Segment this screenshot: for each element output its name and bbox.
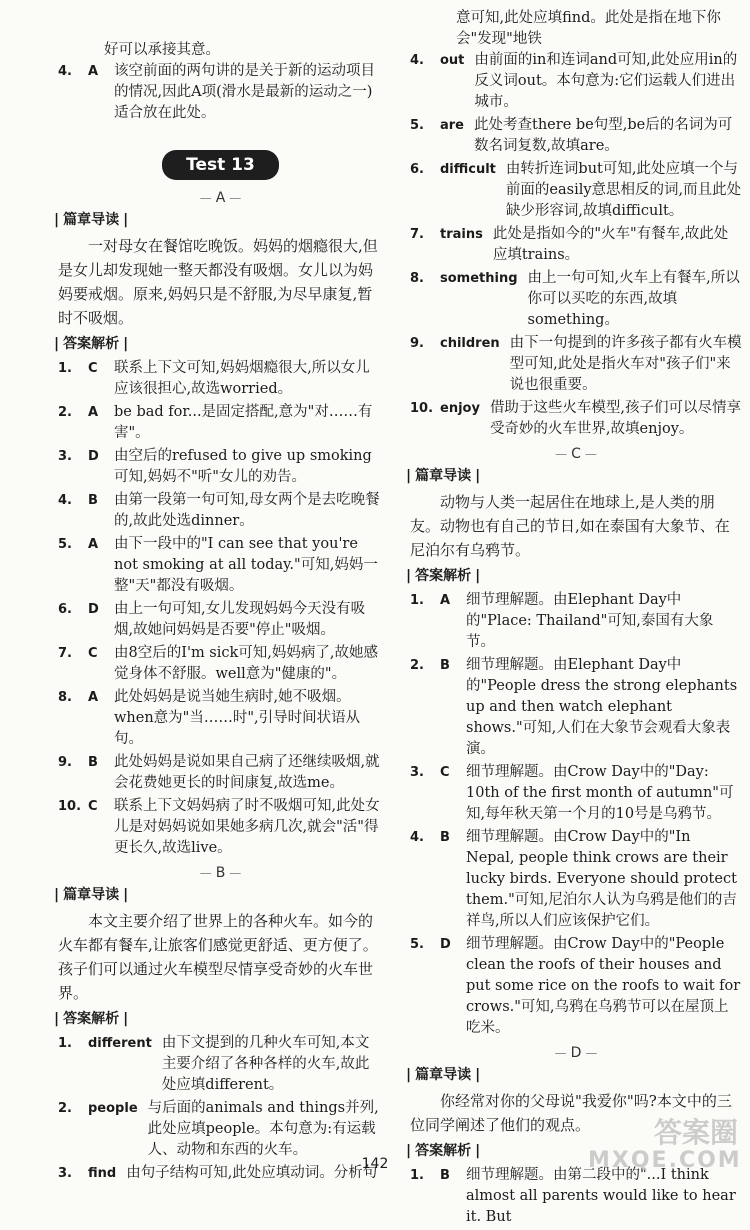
item-number: 7. xyxy=(410,227,424,242)
answer-item xyxy=(58,599,383,641)
answer-item xyxy=(58,61,383,124)
item-number: 4. xyxy=(58,64,72,79)
item-answer: D xyxy=(88,602,99,617)
item-number: 6. xyxy=(410,162,424,177)
answer-item xyxy=(58,643,383,685)
item-number: 10. xyxy=(410,401,434,416)
section-d-letter: — D — xyxy=(410,1045,742,1061)
page-number: 142 xyxy=(361,1156,389,1172)
section-c-guide-head: | 篇章导读 | xyxy=(406,466,742,486)
item-answer: B xyxy=(440,1168,450,1183)
item-answer: D xyxy=(88,449,99,464)
item-explanation: 由下一段中的"I can see that you're not smoking at all today."可知,妈妈一整"天"都没有吸烟。 xyxy=(114,536,378,594)
section-b-guide-head: | 篇章导读 | xyxy=(54,885,383,905)
item-number: 2. xyxy=(58,405,72,420)
section-c-letter: — C — xyxy=(410,446,742,462)
item-explanation: 细节理解题。由Crow Day中的"Day: 10th of the first month of autumn"可知,每年秋天第一个月的10号是乌鸦节。 xyxy=(466,764,734,822)
answer-item xyxy=(410,934,742,1039)
item-explanation: 细节理解题。由Crow Day中的"In Nepal, people think crows are their lucky birds. Everyone should protect them."可知,尼泊尔人认为乌鸦是他们的吉祥鸟,所以人们应该保护它们。 xyxy=(466,829,737,929)
item-number: 7. xyxy=(58,646,72,661)
item-explanation: 联系上下文妈妈病了时不吸烟可知,此处女儿是对妈妈说如果她多病几次,就会"活"得更长久,故选live。 xyxy=(114,798,380,856)
right-column xyxy=(410,8,742,1230)
answer-item xyxy=(58,490,383,532)
watermark-line1: 答案圈 xyxy=(653,1116,738,1149)
continuation-text: 意可知,此处应填find。此处是指在地下你会"发现"地铁 xyxy=(456,10,721,47)
answer-item xyxy=(410,159,742,222)
section-c-answer-head: | 答案解析 | xyxy=(406,566,742,586)
item-answer: A xyxy=(88,64,99,79)
answer-item xyxy=(410,590,742,653)
test-title-badge: Test 13 xyxy=(162,150,279,180)
answer-item xyxy=(58,1098,383,1161)
item-answer: A xyxy=(440,593,451,608)
answer-item xyxy=(410,115,742,157)
item-number: 8. xyxy=(410,271,424,286)
item-number: 10. xyxy=(58,799,82,814)
watermark-line2: MXQE.COM xyxy=(588,1148,742,1173)
section-a-guide-text: 一对母女在餐馆吃晚饭。妈妈的烟瘾很大,但是女儿却发现她一整天都没有吸烟。女儿以为妈妈要戒烟。原来,妈妈只是不舒服,为尽早康复,暂时不吸烟。 xyxy=(58,237,378,327)
item-explanation: 由第一段第一句可知,母女两个是去吃晚餐的,故此处选dinner。 xyxy=(114,492,380,529)
item-answer: B xyxy=(88,493,98,508)
item-number: 5. xyxy=(58,537,72,552)
item-explanation: 借助于这些火车模型,孩子们可以尽情享受奇妙的火车世界,故填enjoy。 xyxy=(489,400,742,437)
item-number: 8. xyxy=(58,690,72,705)
item-explanation: 联系上下文可知,妈妈烟瘾很大,所以女儿应该很担心,故选worried。 xyxy=(114,360,370,397)
item-explanation: 由下文提到的几种火车可知,本文主要介绍了各种各样的火车,故此处应填different。 xyxy=(161,1035,370,1093)
answer-item xyxy=(410,50,742,113)
answer-item xyxy=(410,827,742,932)
answer-item xyxy=(410,333,742,396)
item-answer: different xyxy=(88,1036,152,1051)
item-number: 2. xyxy=(58,1101,72,1116)
answer-item xyxy=(58,687,383,750)
item-explanation: 由转折连词but可知,此处应填一个与前面的easily意思相反的词,而且此处缺少形容词,故填difficult。 xyxy=(505,161,742,219)
section-b-letter: — B — xyxy=(58,865,383,881)
answer-item xyxy=(410,762,742,825)
item-answer: A xyxy=(88,690,99,705)
section-b-answer-list-continued xyxy=(410,50,742,440)
section-a-answer-head: | 答案解析 | xyxy=(54,334,383,354)
continuation-text: 好可以承接其意。 xyxy=(104,42,220,58)
item-explanation: 由空后的refused to give up smoking可知,妈妈不"听"女儿的劝告。 xyxy=(114,448,372,485)
item-explanation: 细节理解题。由Crow Day中的"People clean the roofs of their houses and put some rice on the roofs to wait for crows."可知,乌鸦在乌鸦节可以在屋顶上吃米。 xyxy=(466,936,741,1036)
item-answer: enjoy xyxy=(440,401,480,416)
item-number: 1. xyxy=(58,1036,72,1051)
item-number: 3. xyxy=(410,765,424,780)
item-number: 3. xyxy=(58,449,72,464)
section-c-guide-text: 动物与人类一起居住在地球上,是人类的朋友。动物也有自己的节日,如在泰国有大象节、在尼泊尔有乌鸦节。 xyxy=(410,493,730,559)
item-number: 2. xyxy=(410,658,424,673)
item-answer: B xyxy=(440,658,450,673)
item-explanation: 细节理解题。由Elephant Day中的"People dress the strong elephants up and then watch elephant shows."可知,人们在大象节会观看大象表演。 xyxy=(466,657,738,757)
left-column xyxy=(58,40,383,1186)
answer-item xyxy=(410,655,742,760)
item-explanation: be bad for...是固定搭配,意为"对……有害"。 xyxy=(114,404,373,441)
answer-item xyxy=(58,796,383,859)
item-answer: children xyxy=(440,336,500,351)
item-answer: C xyxy=(88,799,98,814)
section-c-answer-list xyxy=(410,590,742,1039)
item-number: 3. xyxy=(58,1166,72,1181)
item-explanation: 此处考查there be句型,be后的名词为可数名词复数,故填are。 xyxy=(474,117,733,154)
item-answer: are xyxy=(440,118,465,133)
item-explanation: 此处妈妈是说当她生病时,她不吸烟。when意为"当……时",引导时间状语从句。 xyxy=(114,689,361,747)
item-answer: C xyxy=(440,765,450,780)
item-explanation: 由前面的in和连词and可知,此处应用in的反义词out。本句意为:它们运载人们进出城市。 xyxy=(474,52,738,110)
item-explanation: 细节理解题。由Elephant Day中的"Place: Thailand"可知,泰国有大象节。 xyxy=(466,592,714,650)
item-answer: people xyxy=(88,1101,138,1116)
item-number: 1. xyxy=(410,1168,424,1183)
item-answer: out xyxy=(440,53,465,68)
answer-item xyxy=(58,534,383,597)
answer-item xyxy=(410,224,742,266)
item-number: 4. xyxy=(410,53,424,68)
item-number: 1. xyxy=(58,361,72,376)
item-explanation: 此处妈妈是说如果自己病了还继续吸烟,就会花费她更长的时间康复,故选me。 xyxy=(114,754,380,791)
item-answer: B xyxy=(88,755,98,770)
item-answer: A xyxy=(88,405,99,420)
item-answer: C xyxy=(88,646,98,661)
item-explanation: 此处是指如今的"火车"有餐车,故此处应填trains。 xyxy=(492,226,729,263)
item-number: 6. xyxy=(58,602,72,617)
item-answer: C xyxy=(88,361,98,376)
item-number: 1. xyxy=(410,593,424,608)
section-d-answer-head: | 答案解析 | xyxy=(406,1141,742,1161)
item-explanation: 细节理解题。由第二段中的"...I think almost all parents would like to hear it. But xyxy=(466,1167,736,1225)
item-answer: find xyxy=(88,1166,117,1181)
answer-item xyxy=(58,446,383,488)
item-explanation: 由句子结构可知,此处应填动词。分析句 xyxy=(126,1165,378,1181)
section-a-letter: — A — xyxy=(58,190,383,206)
answer-item xyxy=(58,752,383,794)
answer-item xyxy=(410,268,742,331)
watermark-logo xyxy=(588,1116,742,1180)
item-answer: something xyxy=(440,271,518,286)
section-a-guide-head: | 篇章导读 | xyxy=(54,210,383,230)
section-d-guide-head: | 篇章导读 | xyxy=(406,1065,742,1085)
item-explanation: 与后面的animals and things并列,此处应填people。本句意为:有运载人、动物和东西的火车。 xyxy=(147,1100,379,1158)
item-number: 4. xyxy=(58,493,72,508)
item-explanation: 由8空后的I'm sick可知,妈妈病了,故她感觉身体不舒服。well意为"健康的"。 xyxy=(114,645,379,682)
item-answer: D xyxy=(440,937,451,952)
test-title-wrap xyxy=(58,150,383,180)
section-d-guide-text: 你经常对你的父母说"我爱你"吗?本文中的三位同学阐述了他们的观点。 xyxy=(410,1092,732,1134)
answer-item xyxy=(58,358,383,400)
item-explanation: 由上一句可知,女儿发现妈妈今天没有吸烟,故她问妈妈是否要"停止"吸烟。 xyxy=(114,601,366,638)
item-explanation: 由上一句可知,火车上有餐车,所以你可以买吃的东西,故填something。 xyxy=(527,270,740,328)
item-answer: B xyxy=(440,830,450,845)
item-number: 9. xyxy=(58,755,72,770)
answer-item xyxy=(58,402,383,444)
section-a-answer-list xyxy=(58,358,383,859)
item-number: 4. xyxy=(410,830,424,845)
item-explanation: 由下一句提到的许多孩子都有火车模型可知,此处是指火车对"孩子们"来说也很重要。 xyxy=(509,335,742,393)
item-number: 5. xyxy=(410,937,424,952)
item-explanation: 该空前面的两句讲的是关于新的运动项目的情况,因此A项(滑水是最新的运动之一)适合放在此处。 xyxy=(114,63,375,121)
item-number: 5. xyxy=(410,118,424,133)
item-answer: trains xyxy=(440,227,483,242)
item-answer: A xyxy=(88,537,99,552)
answer-item xyxy=(410,398,742,440)
item-answer: difficult xyxy=(440,162,496,177)
answer-item xyxy=(58,1033,383,1096)
section-b-answer-head: | 答案解析 | xyxy=(54,1009,383,1029)
section-b-guide-text: 本文主要介绍了世界上的各种火车。如今的火车都有餐车,让旅客们感觉更舒适、更方便了。孩子们可以通过火车模型尽情享受奇妙的火车世界。 xyxy=(58,912,378,1002)
item-number: 9. xyxy=(410,336,424,351)
